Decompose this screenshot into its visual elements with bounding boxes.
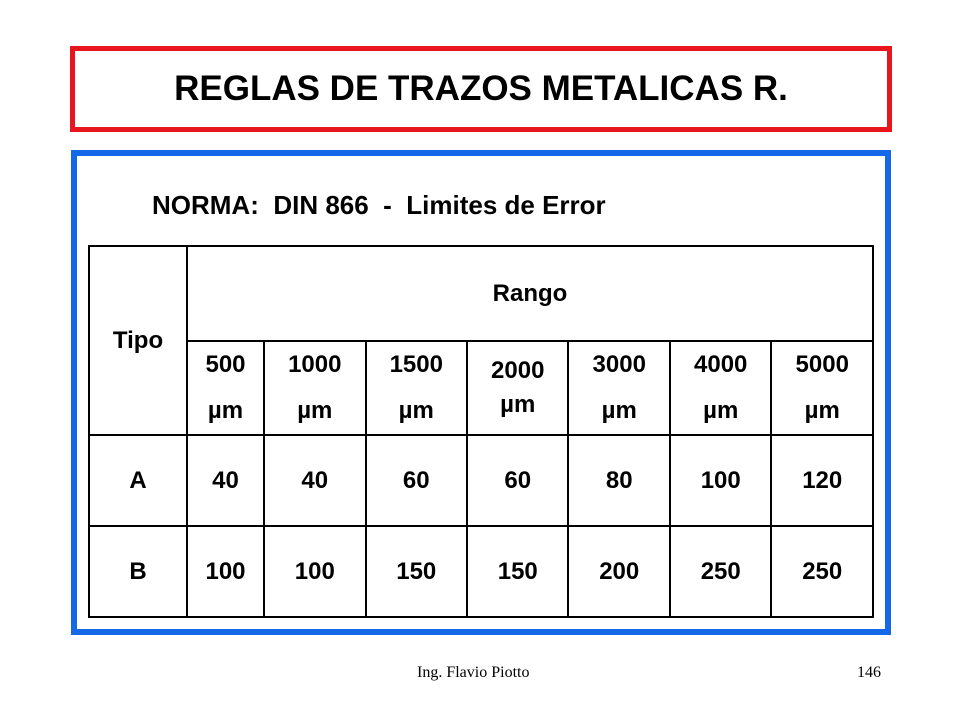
table-cell: 250: [670, 526, 771, 617]
table-cell: 100: [670, 435, 771, 526]
table-cell: 60: [366, 435, 467, 526]
range-cell: [366, 341, 467, 435]
title-box: [70, 46, 892, 132]
range-unit: µm: [207, 397, 244, 424]
table-cell: 150: [366, 526, 467, 617]
table-cell: 100: [187, 526, 264, 617]
range-value: 500: [205, 351, 246, 378]
range-value: 5000: [795, 351, 849, 378]
range-unit: µm: [804, 397, 840, 424]
table-cell: 40: [187, 435, 264, 526]
range-cell: [467, 341, 568, 435]
page-title: REGLAS DE TRAZOS METALICAS R.: [174, 69, 788, 108]
tipo-cell: A: [89, 435, 187, 526]
tipo-cell: B: [89, 526, 187, 617]
table-cell: 40: [264, 435, 365, 526]
page-number: 146: [857, 664, 881, 681]
range-unit: µm: [500, 391, 536, 418]
table-cell: 80: [568, 435, 669, 526]
range-unit: µm: [398, 397, 434, 424]
table-cell: 150: [467, 526, 568, 617]
range-cell: [187, 341, 264, 435]
range-cell: [771, 341, 873, 435]
table-cell: 120: [771, 435, 873, 526]
range-value: 3000: [592, 351, 646, 378]
table-cell: 250: [771, 526, 873, 617]
footer-author: Ing. Flavio Piotto: [417, 664, 530, 681]
range-cell: [568, 341, 669, 435]
table-cell: 200: [568, 526, 669, 617]
range-values-row: [89, 341, 873, 435]
range-cell: [264, 341, 365, 435]
rango-header: Rango: [187, 246, 873, 341]
range-cell: [670, 341, 771, 435]
range-value: 1500: [389, 351, 443, 378]
table-row: [89, 526, 873, 617]
tipo-header: Tipo: [89, 246, 187, 435]
range-unit: µm: [601, 397, 637, 424]
norma-subtitle: NORMA: DIN 866 - Limites de Error: [152, 190, 606, 220]
range-unit: µm: [297, 397, 333, 424]
range-value: 2000: [491, 357, 545, 384]
range-unit: µm: [703, 397, 739, 424]
range-value: 1000: [288, 351, 342, 378]
range-value: 4000: [694, 351, 748, 378]
table-row: [89, 435, 873, 526]
table-cell: 60: [467, 435, 568, 526]
table-header-row: [89, 246, 873, 341]
table-cell: 100: [264, 526, 365, 617]
error-limits-table: [88, 245, 874, 618]
